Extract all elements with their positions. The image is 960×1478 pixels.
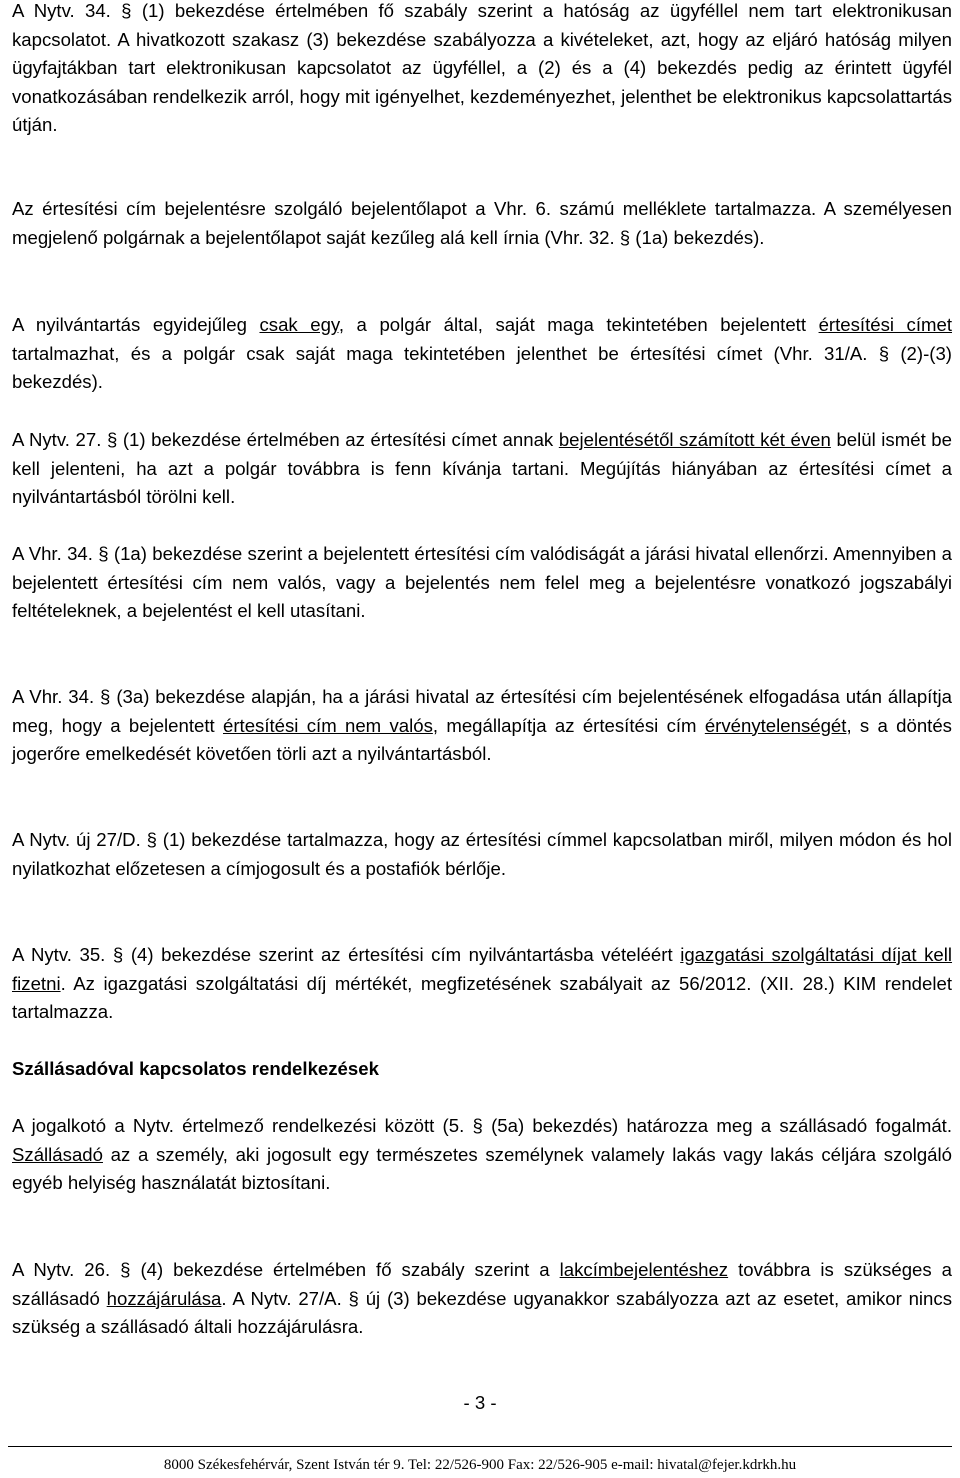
paragraph-text: A nyilvántartás egyidejűleg <box>12 314 260 335</box>
paragraph-text: belül ismét be kell jelenteni, ha azt a polgár továbbra is fenn kívánja tartani. Megújítás hiányában az értesítési címet a nyilvántartásból törölni kell. <box>12 429 952 508</box>
paragraph-text: A Nytv. 35. § (4) bekezdése szerint az értesítési cím nyilvántartásba vételéért <box>12 944 681 965</box>
underlined-text: igazgatási szolgáltatási díjat kell fizetni <box>12 944 953 994</box>
paragraph-two-year-renewal <box>12 426 952 512</box>
paragraph-landlord-consent <box>12 1256 952 1342</box>
footer-divider <box>8 1446 952 1447</box>
underlined-text: lakcímbejelentéshez <box>559 1259 729 1280</box>
paragraph-text: A Nytv. új 27/D. § (1) bekezdése tartalmazza, hogy az értesítési címmel kapcsolatban miről, milyen módon és hol nyilatkozhat előzetesen a címjogosult és a postafiók bérlője. <box>12 829 952 879</box>
underlined-text: értesítési cím nem valós <box>223 714 433 736</box>
paragraph-text: , s a döntés jogerőre emelkedését követően törli azt a nyilvántartásból. <box>12 714 952 765</box>
paragraph-text: , megállapítja az értesítési cím <box>432 714 705 736</box>
paragraph-text: A Nytv. 26. § (4) bekezdése értelmében fő szabály szerint a <box>12 1259 560 1280</box>
paragraph-text: A Nytv. 27. § (1) bekezdése értelmében az értesítési címet annak <box>12 429 559 450</box>
paragraph-service-fee <box>12 941 952 1027</box>
paragraph-text: Az értesítési cím bejelentésre szolgáló bejelentőlapot a Vhr. 6. számú melléklete tartalmazza. A személyesen megjelenő polgárnak a bejelentőlapot saját kezűleg alá kell írnia (Vhr. 32. § (1a) bekezdés). <box>12 198 952 248</box>
paragraph-text: A Vhr. 34. § (3a) bekezdése alapján, ha a járási hivatal az értesítési cím bejelentésének elfogadása után állapítja meg, hogy a bejelentett <box>12 686 952 736</box>
paragraph-text: A Nytv. 34. § (1) bekezdése értelmében fő szabály szerint a hatóság az ügyféllel nem tart elektronikusan kapcsolatot. A hivatkozott szakasz (3) bekezdése szabályozza a kivételeket, azt, hogy az eljáró hatóság milyen ügyfajtákban tart elektronikusan kapcsolatot az ügyféllel, a (2) és a (4) bekezdés pedig az érintett ügyfél vonatkozásában rendelkezik arról, hogy mit igényelhet, kezdeményezhet, jelenthet be elektronikus kapcsolattartás útján. <box>12 0 952 136</box>
paragraph-landlord-definition <box>12 1112 952 1198</box>
paragraph-notification-address-form <box>12 195 952 252</box>
underlined-text: Szállásadó <box>12 1143 103 1165</box>
paragraph-text: az a személy, aki jogosult egy természetes személynek valamely lakás vagy lakás céljára szolgáló egyéb helyiség használatát biztosítani. <box>12 1143 952 1194</box>
underlined-text: csak egy, <box>259 314 345 335</box>
paragraph-electronic-contact <box>12 0 952 169</box>
paragraph-text: a polgár által, saját maga tekintetében bejelentett <box>344 314 819 335</box>
underlined-text: értesítési címet <box>818 314 952 335</box>
paragraph-text: tartalmazhat, és a polgár csak saját maga tekintetében jelenthet be értesítési címet (Vhr. 31/A. § (2)-(3) bekezdés). <box>12 342 952 393</box>
underlined-text: bejelentésétől számított két éven <box>558 429 831 450</box>
paragraph-prior-declaration <box>12 826 952 883</box>
page-number: - 3 - <box>463 1392 497 1413</box>
paragraph-validity-check <box>12 540 952 626</box>
section-heading: Szállásadóval kapcsolatos rendelkezések <box>12 1058 379 1079</box>
paragraph-text: . A Nytv. 27/A. § új (3) bekezdése ugyanakkor szabályozza azt az esetet, amikor nincs szükség a szállásadó általi hozzájárulásra. <box>12 1287 952 1338</box>
underlined-text: hozzájárulása <box>106 1287 222 1309</box>
paragraph-invalid-address <box>12 683 952 769</box>
paragraph-text: A Vhr. 34. § (1a) bekezdése szerint a bejelentett értesítési cím valódiságát a járási hivatal ellenőrzi. Amennyiben a bejelentett értesítési cím nem valós, vagy a bejelentés nem felel meg a bejelentésre vonatkozó jogszabályi feltételeknek, a bejelentést el kell utasítani. <box>12 543 952 622</box>
paragraph-text: . Az igazgatási szolgáltatási díj mértékét, megfizetésének szabályait az 56/2012. (XII. 28.) KIM rendelet tartalmazza. <box>12 972 952 1023</box>
underlined-text: érvénytelenségét <box>704 714 847 736</box>
footer-address: 8000 Székesfehérvár, Szent István tér 9. Tel: 22/526-900 Fax: 22/526-905 e-mail: hivatal@fejer.kdrkh.hu <box>163 1457 797 1473</box>
paragraph-single-address-rule <box>12 311 952 397</box>
paragraph-text: A jogalkotó a Nytv. értelmező rendelkezési között (5. § (5a) bekezdés) határozza meg a szállásadó fogalmát. <box>12 1115 952 1136</box>
paragraph-text: továbbra is szükséges a szállásadó <box>12 1259 952 1309</box>
